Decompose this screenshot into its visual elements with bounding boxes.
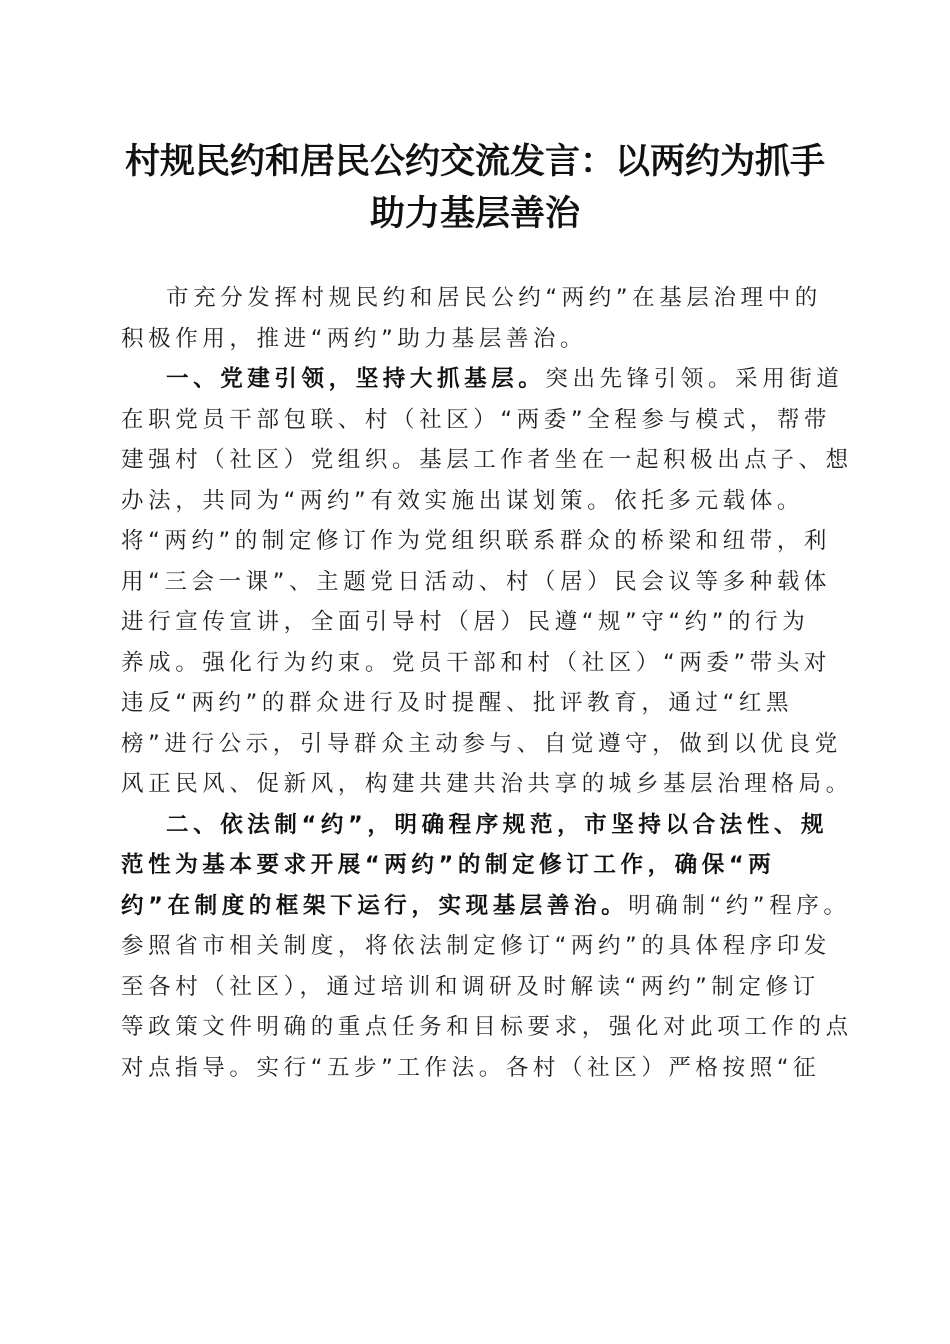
section-heading-2-line: 范性为基本要求开展“两约”的制定修订工作，确保“两: [121, 852, 776, 878]
document-title: [100, 136, 850, 240]
text-segment: 明确制“约”程序。: [628, 892, 851, 919]
title-line-1: 村规民约和居民公约交流发言：以两约为抓手: [124, 141, 825, 182]
title-line-2: 助力基层善治: [369, 193, 580, 234]
text-line: 对点指导。实行“五步”工作法。各村（社区）严格按照“征: [121, 1054, 821, 1081]
text-line: 至各村（社区），通过培训和调研及时解读“两约”制定修订: [121, 973, 820, 1000]
paragraph-rule-of-law: [121, 805, 853, 1089]
text-segment: 突出先锋引领。采用街道: [545, 366, 844, 392]
section-heading-2-line: 二、依法制“约”，明确程序规范，市坚持以合法性、规: [166, 811, 829, 838]
text-line: 将“两约”的制定修订作为党组织联系群众的桥梁和纽带，利: [121, 528, 832, 554]
text-line: 市充分发挥村规民约和居民公约“两约”在基层治理中的: [166, 285, 822, 311]
section-heading-1: 一、党建引领，坚持大抓基层。: [166, 366, 546, 392]
text-line: 积极作用，推进“两约”助力基层善治。: [121, 325, 588, 352]
text-line: 参照省市相关制度，将依法制定修订“两约”的具体程序印发: [121, 933, 832, 959]
paragraph-intro: [121, 278, 821, 359]
text-line: 等政策文件明确的重点任务和目标要求，强化对此项工作的点: [121, 1014, 853, 1040]
text-line: [121, 359, 844, 400]
text-line: 建强村（社区）党组织。基层工作者坐在一起积极出点子、想: [121, 447, 853, 473]
text-line: 养成。强化行为约束。党员干部和村（社区）“两委”带头对: [121, 649, 832, 676]
document-body: [121, 278, 853, 1088]
text-line: 办法，共同为“两约”有效实施出谋划策。依托多元载体。: [121, 487, 804, 514]
text-line: 风正民风、促新风，构建共建共治共享的城乡基层治理格局。: [121, 771, 853, 797]
text-line: 在职党员干部包联、村（社区）“两委”全程参与模式，帮带: [121, 406, 832, 433]
text-line: [121, 886, 851, 927]
text-line: 用“三会一课”、主题党日活动、村（居）民会议等多种载体: [121, 568, 832, 595]
text-line: 榜”进行公示，引导群众主动参与、自觉遵守，做到以优良党: [121, 730, 842, 757]
section-heading-2-line: 约”在制度的框架下运行，实现基层善治。: [121, 892, 629, 919]
text-line: 进行宣传宣讲，全面引导村（居）民遵“规”守“约”的行为: [121, 609, 810, 635]
paragraph-party-building: [121, 359, 853, 805]
text-line: 违反“两约”的群众进行及时提醒、批评教育，通过“红黑: [121, 690, 794, 716]
